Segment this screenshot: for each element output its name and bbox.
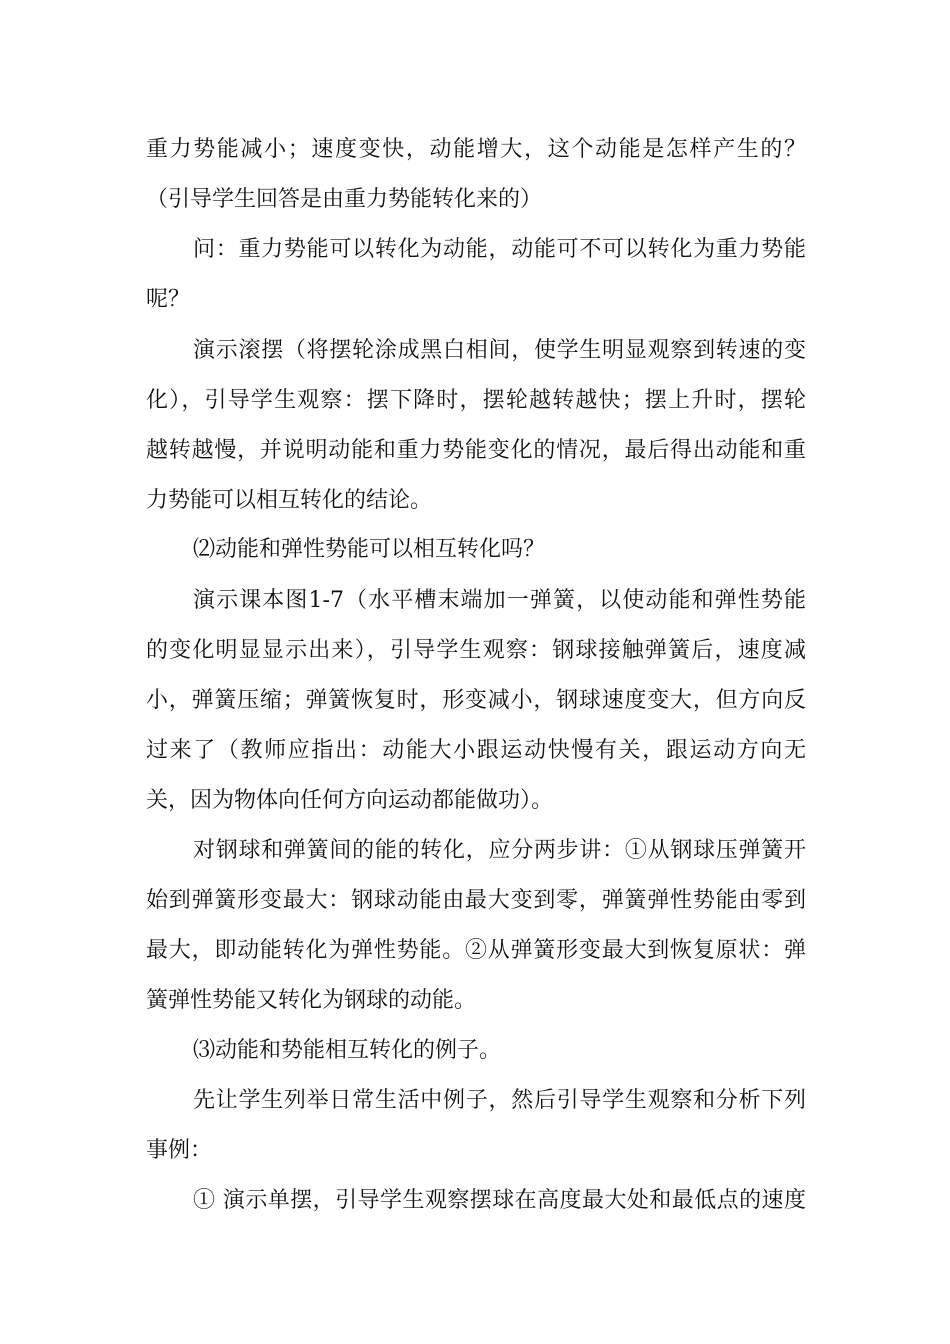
- text-line: 事例：: [146, 1138, 213, 1163]
- text-line: 先让学生列举日常生活中例子，然后引导学生观察和分析下列: [193, 1088, 806, 1113]
- text-line: 关，因为物体向任何方向运动都能做功）。: [146, 788, 554, 813]
- text-line: 越转越慢，并说明动能和重力势能变化的情况，最后得出动能和重: [146, 438, 806, 463]
- text-line: 重力势能减小；速度变快，动能增大，这个动能是怎样产生的？: [146, 137, 806, 162]
- text-line: 呢？: [146, 287, 191, 312]
- text-line: 对钢球和弹簧间的能的转化，应分两步讲：①从钢球压弹簧开: [193, 838, 806, 863]
- section-heading: ⑵动能和弹性势能可以相互转化吗？: [193, 537, 546, 562]
- text-line: 的变化明显显示出来），引导学生观察：钢球接触弹簧后，速度减: [146, 638, 806, 663]
- text-line: 演示课本图1-7（水平槽末端加一弹簧，以使动能和弹性势能: [193, 588, 806, 613]
- text-line: 过来了（教师应指出：动能大小跟运动快慢有关，跟运动方向无: [146, 738, 806, 763]
- text-line: 力势能可以相互转化的结论。: [146, 488, 433, 513]
- text-line: 簧弹性势能又转化为钢球的动能。: [146, 988, 477, 1013]
- text-line: 化），引导学生观察：摆下降时，摆轮越转越快；摆上升时，摆轮: [146, 388, 806, 413]
- text-line: 始到弹簧形变最大：钢球动能由最大变到零，弹簧弹性势能由零到: [146, 888, 806, 913]
- text-line: 问：重力势能可以转化为动能，动能可不可以转化为重力势能: [193, 237, 806, 262]
- text-line: 最大，即动能转化为弹性势能。②从弹簧形变最大到恢复原状：弹: [146, 938, 806, 963]
- text-line: ① 演示单摆，引导学生观察摆球在高度最大处和最低点的速度: [193, 1188, 806, 1213]
- text-line: 小，弹簧压缩；弹簧恢复时，形变减小，钢球速度变大，但方向反: [146, 688, 806, 713]
- text-line: （引导学生回答是由重力势能转化来的）: [146, 187, 543, 212]
- text-line: 演示滚摆（将摆轮涂成黑白相间，使学生明显观察到转速的变: [193, 338, 806, 363]
- section-heading: ⑶动能和势能相互转化的例子。: [193, 1038, 502, 1063]
